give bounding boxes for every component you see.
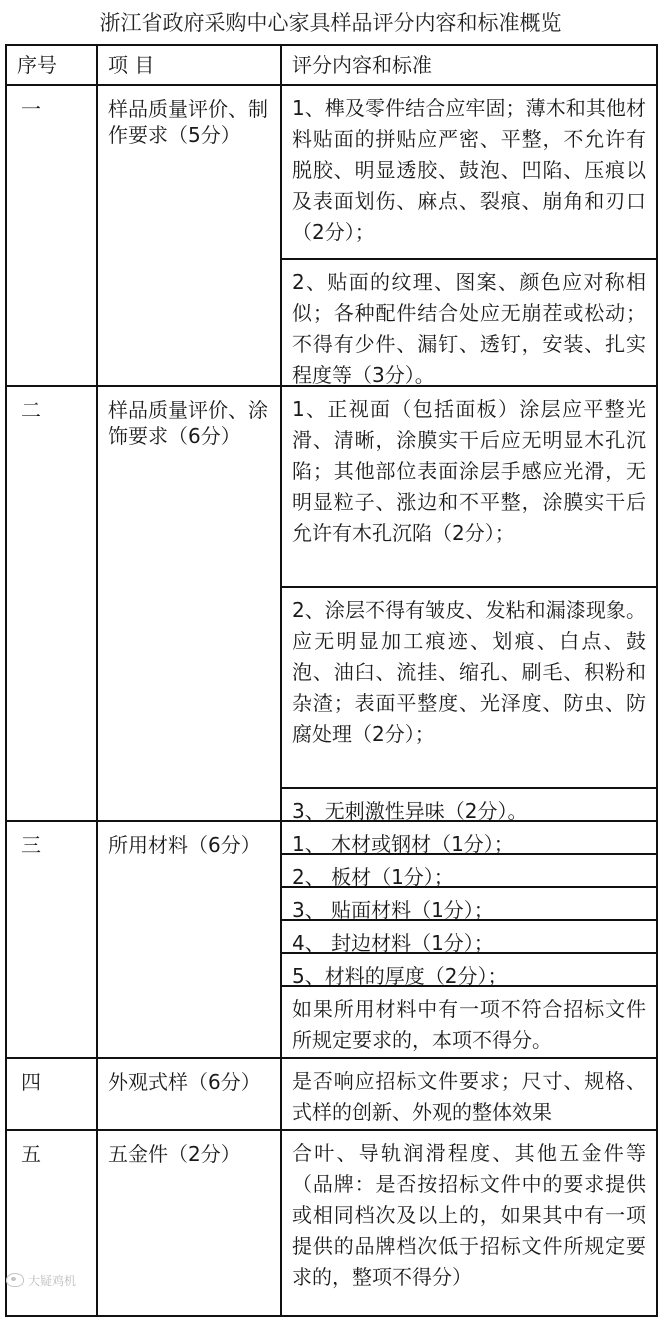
criterion-item: 3、 贴面材料（1分）； (282, 888, 656, 921)
criterion-item: 是否响应招标文件要求；尺寸、规格、式样的创新、外观的整体效果 (292, 1069, 646, 1124)
watermark (6, 1271, 76, 1289)
criterion-item: 如果所用材料中有一项不符合招标文件所规定要求的，本项不得分。 (292, 997, 646, 1052)
header-item: 项 目 (97, 45, 281, 85)
criterion-item: 2、涂层不得有皱皮、发粘和漏漆现象。应无明显加工痕迹、划痕、白点、鼓泡、油臼、流挂、缩孔、刷毛、积粉和杂渣；表面平整度、光泽度、防虫、防腐处理（2分）； (282, 588, 656, 789)
criterion-item: 5、材料的厚度（2分）； (282, 954, 656, 987)
row-item: 外观式样（6分） (97, 1058, 281, 1130)
table-row (6, 386, 657, 821)
table-row (6, 1130, 657, 1316)
row-item: 样品质量评价、涂饰要求（6分） (97, 386, 281, 821)
row-seq: 四 (6, 1058, 97, 1130)
scoring-table (5, 44, 658, 1317)
row-criteria (281, 85, 657, 386)
header-criteria: 评分内容和标准 (281, 45, 657, 85)
criterion-item: 3、无刺激性异味（2分）。 (292, 799, 528, 823)
row-seq: 五 (6, 1130, 97, 1316)
table-row (6, 821, 657, 1058)
table-row (6, 85, 657, 386)
row-criteria (281, 821, 657, 1058)
row-seq: 二 (6, 386, 97, 821)
page-title: 浙江省政府采购中心家具样品评分内容和标准概览 (99, 11, 562, 35)
criterion-item: 2、 板材（1分）； (282, 855, 656, 888)
watermark-text: 大疑鸡机 (28, 1273, 77, 1288)
row-seq: 三 (6, 821, 97, 1058)
row-seq: 一 (6, 85, 97, 386)
criterion-item: 1、榫及零件结合应牢固；薄木和其他材料贴面的拼贴应严密、平整，不允许有脱胶、明显透胶、鼓泡、凹陷、压痕以及表面划伤、麻点、裂痕、崩角和刃口（2分）； (282, 86, 656, 260)
criterion-item: 合叶、导轨润滑程度、其他五金件等（品牌：是否按招标文件中的要求提供或相同档次及以上的，如果其中有一项提供的品牌档次低于招标文件所规定要求的，整项不得分） (292, 1141, 646, 1289)
row-criteria (281, 1130, 657, 1316)
table-row (6, 1058, 657, 1130)
row-item: 所用材料（6分） (97, 821, 281, 1058)
criterion-item: 2、贴面的纹理、图案、颜色应对称相似；各种配件结合处应无崩茬或松动；不得有少件、漏钉、透钉，安装、扎实程度等（3分）。 (292, 270, 646, 387)
table-header-row (6, 45, 657, 85)
row-criteria (281, 1058, 657, 1130)
criterion-item: 1、 木材或钢材（1分）； (282, 822, 656, 855)
row-item: 五金件（2分） (97, 1130, 281, 1316)
criterion-item: 4、 封边材料（1分）； (282, 921, 656, 954)
header-seq: 序号 (6, 45, 97, 85)
row-item: 样品质量评价、制作要求（5分） (97, 85, 281, 386)
row-criteria (281, 386, 657, 821)
weibo-icon (6, 1273, 24, 1287)
criterion-item: 1、正视面（包括面板）涂层应平整光滑、清晰，涂膜实干后应无明显木孔沉陷；其他部位表面涂层手感应光滑，无明显粒子、涨边和不平整，涂膜实干后允许有木孔沉陷（2分）； (282, 387, 656, 588)
